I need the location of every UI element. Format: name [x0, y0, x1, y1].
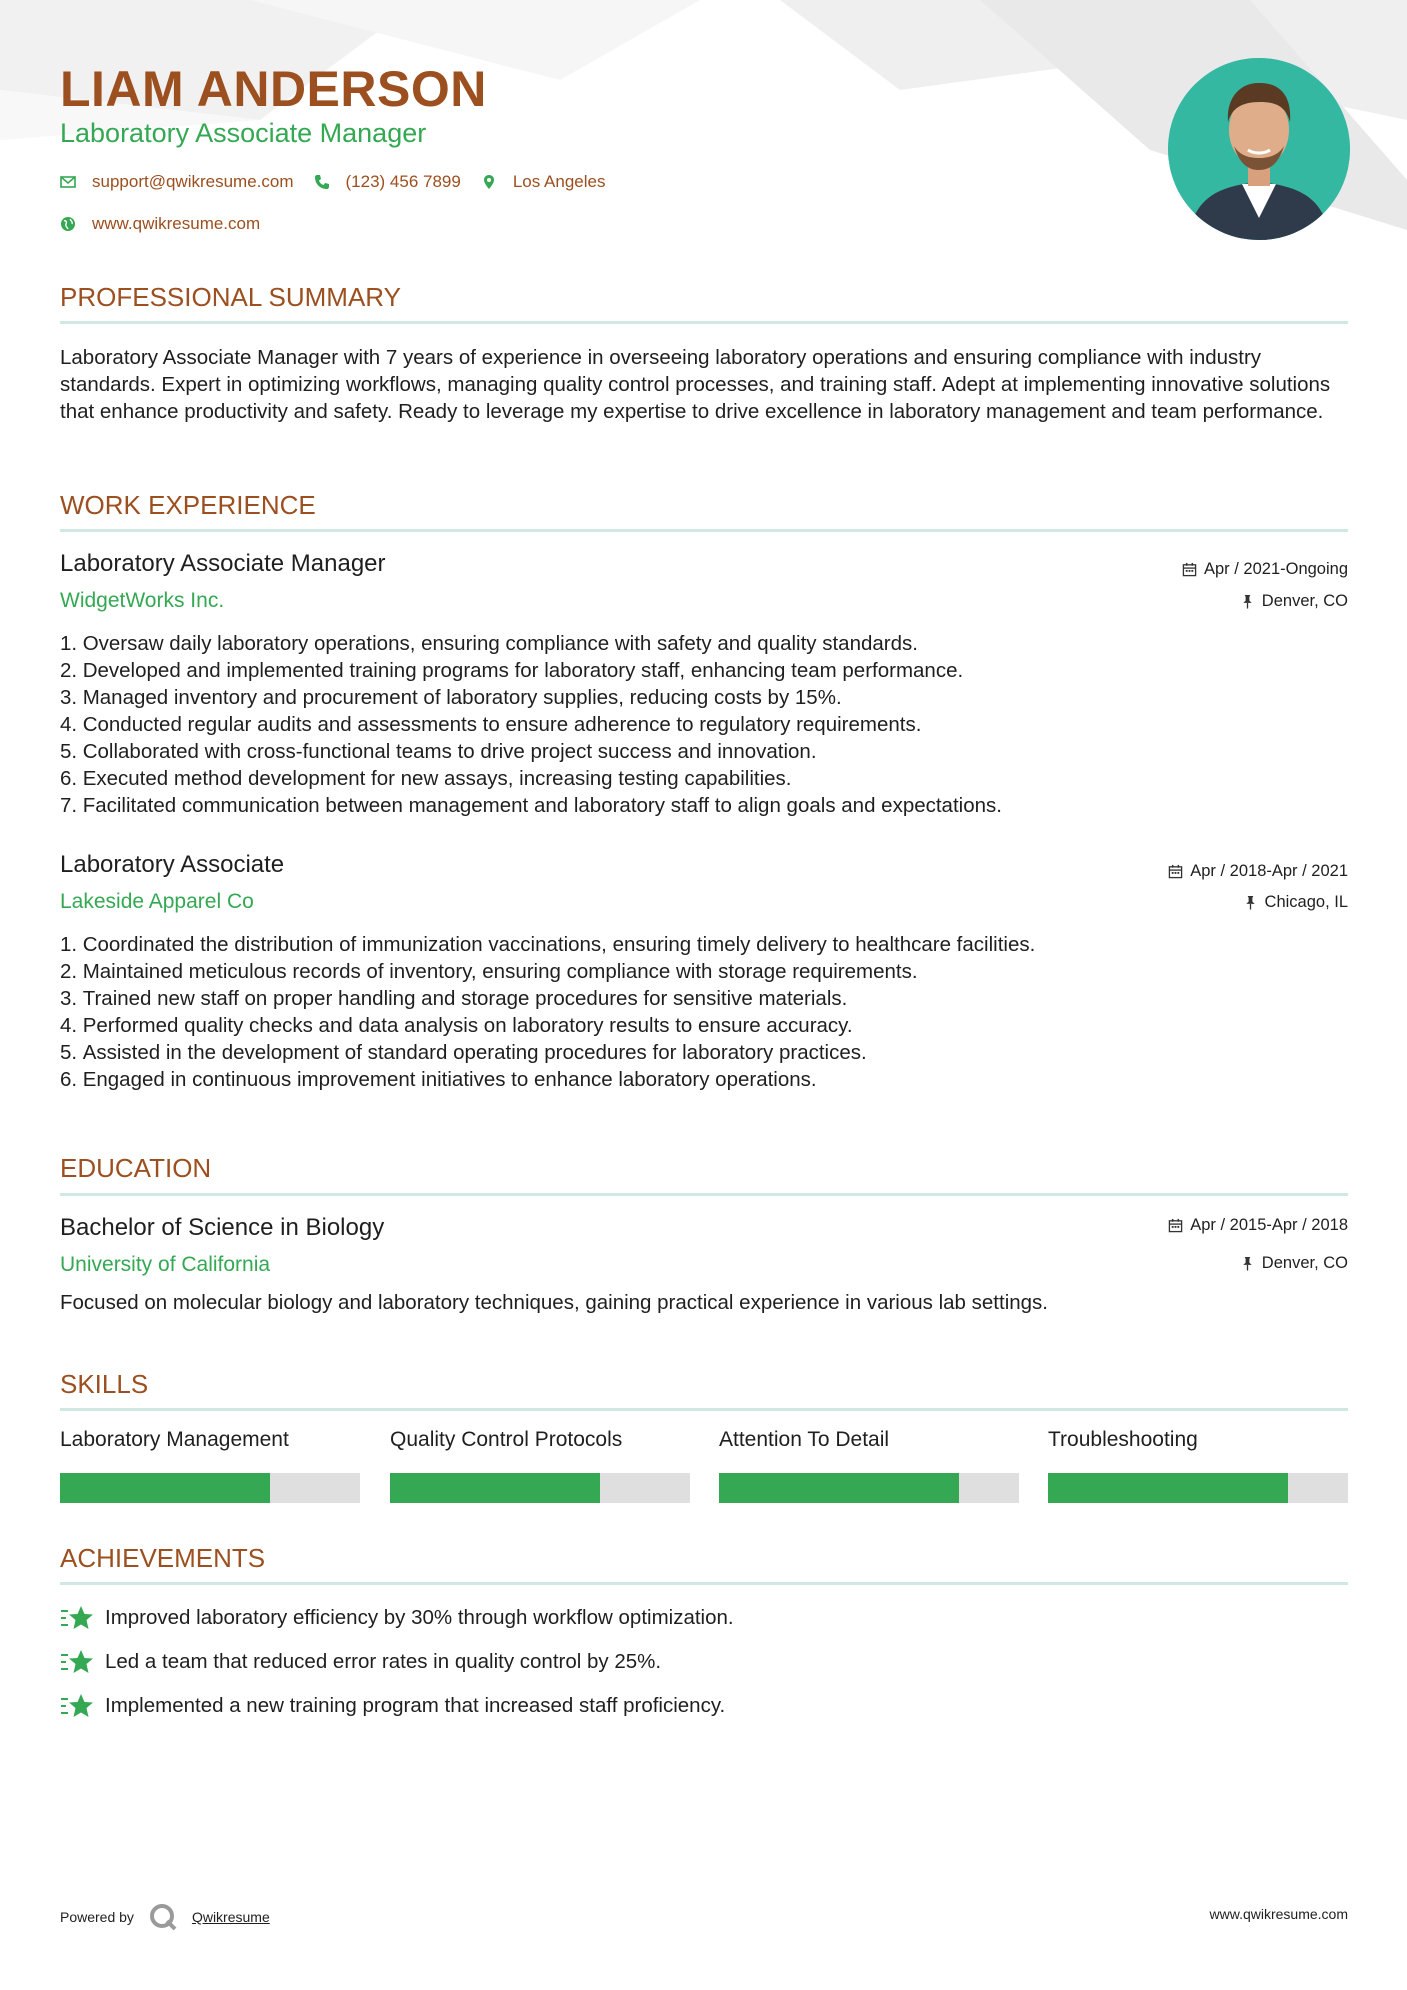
skill-item [60, 1428, 360, 1458]
skill-label: Attention To Detail [719, 1428, 890, 1451]
education-description: Focused on molecular biology and laboratory techniques, gaining practical experience in various lab settings. [60, 1291, 1048, 1314]
list-item: 7. Facilitated communication between management and laboratory staff to align goals and expectations. [60, 794, 1002, 817]
calendar-icon [1168, 1218, 1183, 1233]
envelope-icon [60, 174, 76, 190]
list-item: 4. Conducted regular audits and assessments to ensure adherence to regulatory requirements. [60, 713, 922, 736]
email-text: support@qwikresume.com [92, 172, 294, 191]
list-item: 5. Assisted in the development of standard operating procedures for laboratory practices. [60, 1041, 867, 1064]
achievement-text: Implemented a new training program that increased staff proficiency. [105, 1694, 726, 1717]
qwikresume-logo-icon [148, 1902, 178, 1932]
education-dates [1168, 1216, 1348, 1235]
phone-text: (123) 456 7899 [345, 172, 461, 191]
skill-bar-fill [390, 1473, 600, 1503]
list-item: 6. Executed method development for new assays, increasing testing capabilities. [60, 767, 792, 790]
star-achievement-icon [60, 1604, 94, 1632]
dates-text: Apr / 2018-Apr / 2021 [1190, 862, 1348, 880]
skill-bar-fill [719, 1473, 959, 1503]
achievement-text: Led a team that reduced error rates in quality control by 25%. [105, 1650, 662, 1673]
pushpin-icon [1243, 895, 1258, 910]
achievement-text: Improved laboratory efficiency by 30% through workflow optimization. [105, 1606, 734, 1629]
job-title: Laboratory Associate Manager [60, 550, 386, 577]
location-text: Chicago, IL [1264, 893, 1348, 911]
website-text: www.qwikresume.com [92, 214, 261, 233]
education-location [1240, 1254, 1348, 1273]
calendar-icon [1168, 864, 1183, 879]
company-name: Lakeside Apparel Co [60, 890, 254, 913]
skill-bar-track [719, 1473, 1019, 1503]
contact-website[interactable] [60, 214, 260, 234]
list-item: 3. Trained new staff on proper handling and storage procedures for sensitive materials. [60, 987, 848, 1010]
calendar-icon [1182, 562, 1197, 577]
contact-row-website [60, 214, 280, 234]
job-title: Laboratory Associate [60, 851, 285, 878]
star-achievement-icon [60, 1692, 94, 1720]
location-text: Denver, CO [1261, 592, 1348, 610]
job-bullets [60, 630, 1348, 819]
skill-label: Quality Control Protocols [390, 1428, 623, 1451]
section-divider [60, 1193, 1348, 1196]
contact-email[interactable] [60, 172, 294, 192]
location-text: Los Angeles [512, 172, 606, 191]
candidate-name: LIAM ANDERSON [60, 61, 487, 117]
achievement-item [60, 1604, 734, 1632]
skill-bar-track [390, 1473, 690, 1503]
summary-heading: PROFESSIONAL SUMMARY [60, 282, 401, 312]
globe-icon [60, 216, 76, 232]
education-heading: EDUCATION [60, 1153, 212, 1183]
section-divider [60, 321, 1348, 324]
pushpin-icon [1240, 1256, 1255, 1271]
experience-heading: WORK EXPERIENCE [60, 490, 316, 520]
list-item: 5. Collaborated with cross-functional teams to drive project success and innovation. [60, 740, 817, 763]
degree-title: Bachelor of Science in Biology [60, 1214, 385, 1241]
dates-text: Apr / 2015-Apr / 2018 [1190, 1216, 1348, 1234]
qwikresume-link[interactable]: Qwikresume [191, 1909, 270, 1925]
star-achievement-icon [60, 1648, 94, 1676]
map-pin-icon [481, 174, 497, 190]
contact-row [60, 172, 625, 192]
summary-text: Laboratory Associate Manager with 7 years of experience in overseeing laboratory operations and ensuring compliance with industry standards. Expert in optimizing workflows, managing quality control processes, and training staff. Adept at implementing innovative solutions that enhance productivity and safety. Ready to leverage my expertise to drive excellence in laboratory management and team performance. [60, 346, 1331, 423]
footer-powered-by [60, 1902, 270, 1932]
dates-text: Apr / 2021-Ongoing [1203, 560, 1348, 578]
list-item: 1. Coordinated the distribution of immunization vaccinations, ensuring timely delivery to healthcare facilities. [60, 933, 1036, 956]
list-item: 1. Oversaw daily laboratory operations, ensuring compliance with safety and quality standards. [60, 632, 918, 655]
contact-phone[interactable] [314, 172, 461, 192]
location-text: Denver, CO [1261, 1254, 1348, 1272]
powered-by-label: Powered by [60, 1909, 134, 1925]
section-divider [60, 1582, 1348, 1585]
skill-item [719, 1428, 1019, 1458]
contact-location [481, 172, 606, 192]
skill-label: Troubleshooting [1048, 1428, 1198, 1451]
job-bullets [60, 931, 1348, 1093]
achievement-item [60, 1648, 661, 1676]
job-location [1240, 592, 1348, 611]
candidate-title: Laboratory Associate Manager [60, 118, 427, 148]
phone-icon [314, 174, 330, 190]
profile-photo [1168, 58, 1350, 240]
pushpin-icon [1240, 594, 1255, 609]
skill-bar-fill [60, 1473, 270, 1503]
skills-heading: SKILLS [60, 1369, 149, 1399]
job-dates [1182, 560, 1348, 579]
list-item: 3. Managed inventory and procurement of laboratory supplies, reducing costs by 15%. [60, 686, 842, 709]
skill-item [390, 1428, 690, 1458]
list-item: 2. Maintained meticulous records of inventory, ensuring compliance with storage requirements. [60, 960, 918, 983]
skill-bar-track [60, 1473, 360, 1503]
skill-label: Laboratory Management [60, 1428, 289, 1451]
achievement-item [60, 1692, 725, 1720]
profile-portrait-icon [1168, 58, 1350, 240]
company-name: WidgetWorks Inc. [60, 589, 225, 612]
list-item: 6. Engaged in continuous improvement initiatives to enhance laboratory operations. [60, 1068, 817, 1091]
school-name: University of California [60, 1253, 271, 1276]
list-item: 2. Developed and implemented training programs for laboratory staff, enhancing team performance. [60, 659, 964, 682]
skill-item [1048, 1428, 1348, 1458]
list-item: 4. Performed quality checks and data analysis on laboratory results to ensure accuracy. [60, 1014, 853, 1037]
skill-bar-track [1048, 1473, 1348, 1503]
skill-bar-fill [1048, 1473, 1288, 1503]
footer-website[interactable]: www.qwikresume.com [1209, 1906, 1348, 1922]
job-location [1243, 893, 1348, 912]
job-dates [1168, 862, 1348, 881]
section-divider [60, 529, 1348, 532]
achievements-heading: ACHIEVEMENTS [60, 1543, 266, 1573]
section-divider [60, 1408, 1348, 1411]
